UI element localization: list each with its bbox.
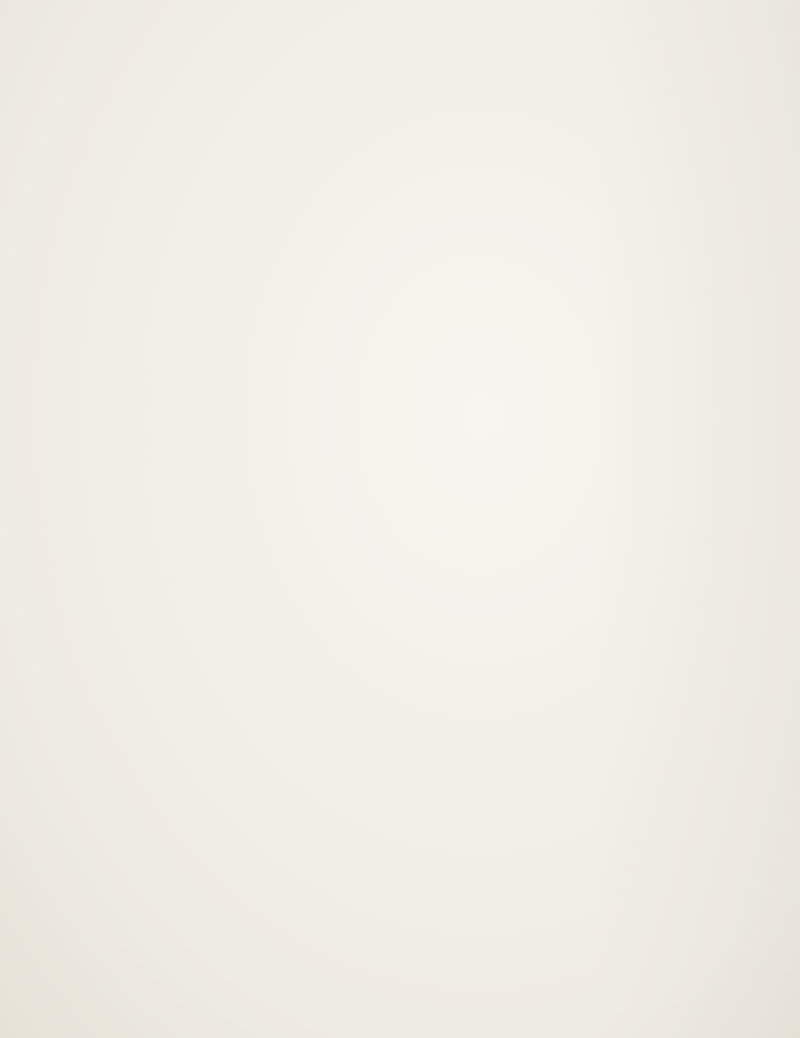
page-header [110,44,780,74]
bleed-through-shadow [590,0,800,1038]
page-body [110,76,778,80]
